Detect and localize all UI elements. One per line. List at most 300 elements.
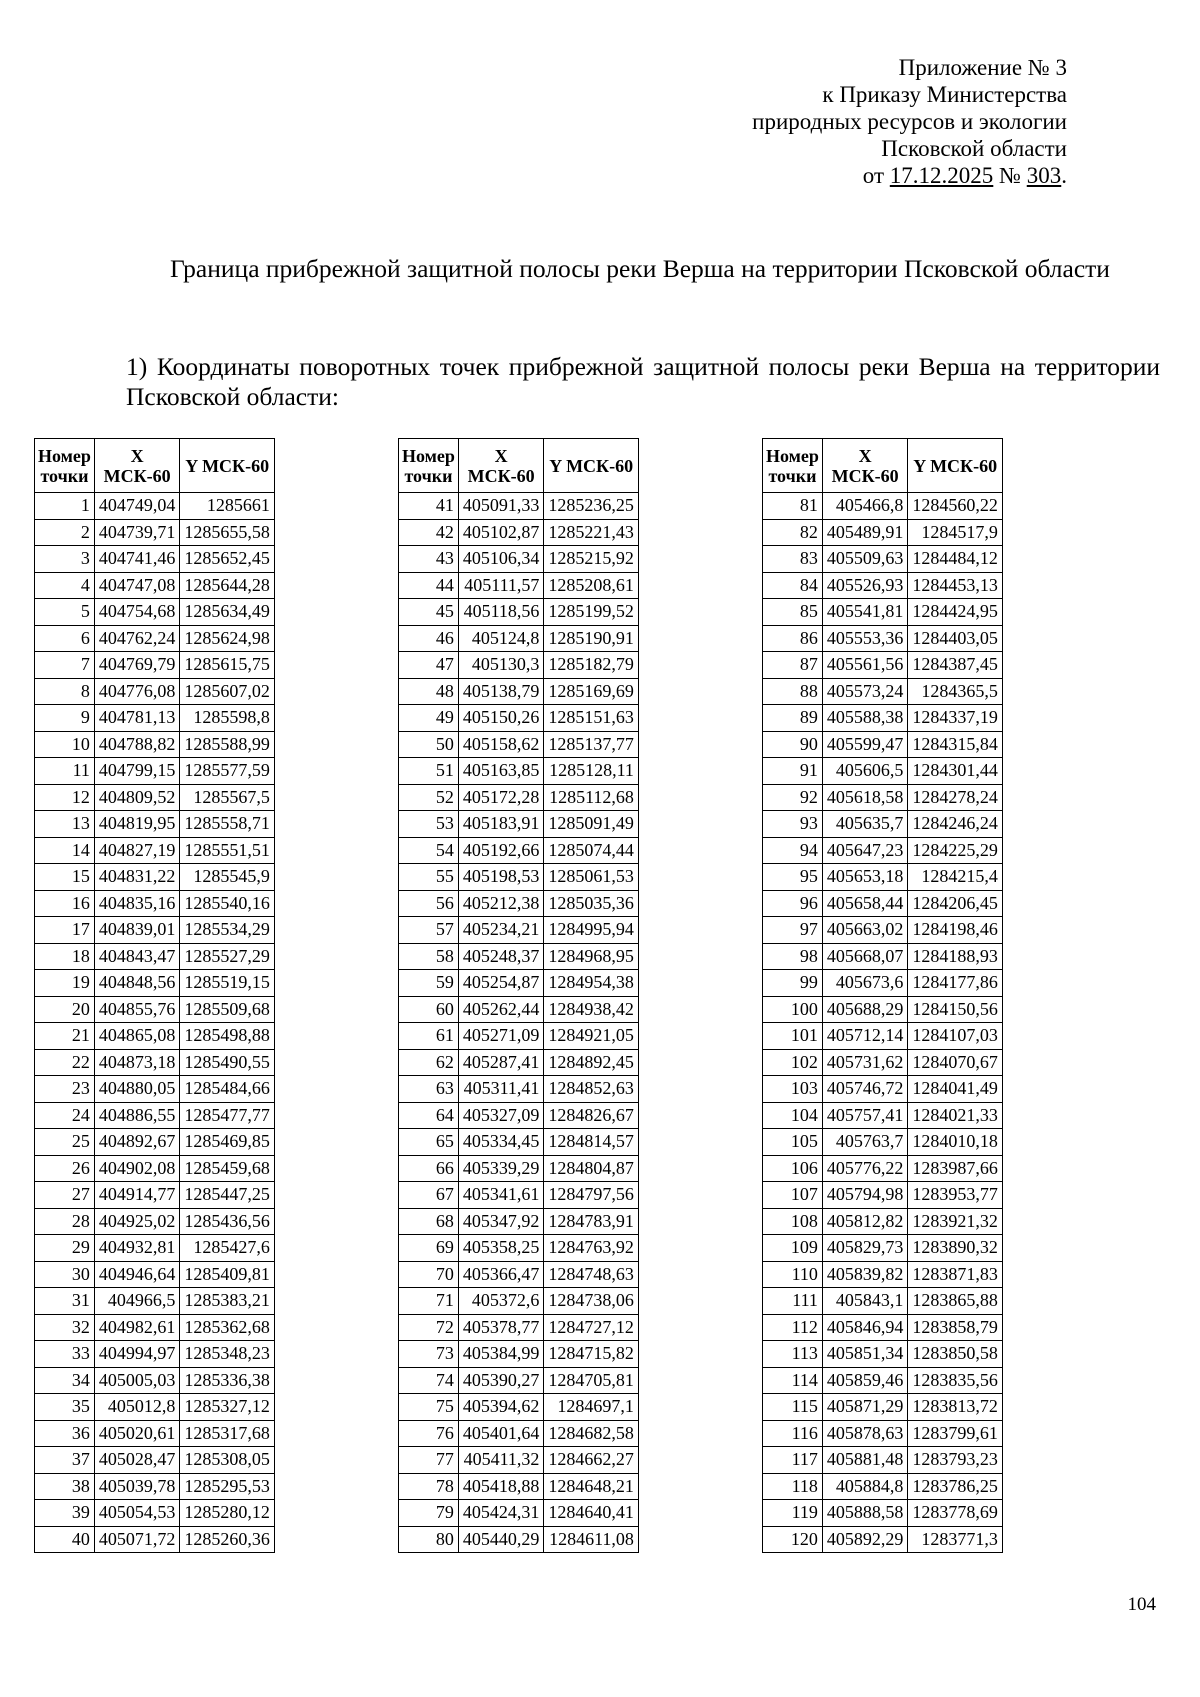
y-coordinate-cell: 1284705,81 [544,1367,639,1394]
x-coordinate-cell: 405358,25 [458,1235,544,1262]
table-row [399,652,639,679]
x-coordinate-cell: 404819,95 [94,811,180,838]
point-number-cell: 82 [763,519,823,546]
y-coordinate-cell: 1285182,79 [544,652,639,679]
y-coordinate-cell: 1284938,42 [544,996,639,1023]
ministry-line: природных ресурсов и экологии [752,109,1067,134]
table-row [35,1102,275,1129]
x-coordinate-cell: 405794,98 [822,1182,908,1209]
x-coordinate-cell: 405843,1 [822,1288,908,1315]
page-number: 104 [1127,1594,1156,1615]
point-number-cell: 86 [763,625,823,652]
point-number-cell: 77 [399,1447,459,1474]
x-coordinate-cell: 405418,88 [458,1473,544,1500]
table-row [399,1341,639,1368]
x-coordinate-cell: 405829,73 [822,1235,908,1262]
table-row [35,599,275,626]
point-number-cell: 35 [35,1394,95,1421]
y-coordinate-cell: 1285336,38 [180,1367,275,1394]
table-row [763,493,1003,520]
table-row [35,890,275,917]
y-coordinate-cell: 1283799,61 [908,1420,1003,1447]
y-coordinate-cell: 1285558,71 [180,811,275,838]
point-number-cell: 74 [399,1367,459,1394]
y-coordinate-cell: 1285534,29 [180,917,275,944]
table-row [763,625,1003,652]
table-row [763,811,1003,838]
x-coordinate-cell: 404966,5 [94,1288,180,1315]
y-coordinate-cell: 1283987,66 [908,1155,1003,1182]
table-row [763,1394,1003,1421]
point-number-cell: 104 [763,1102,823,1129]
table-row [763,1235,1003,1262]
y-coordinate-cell: 1285362,68 [180,1314,275,1341]
point-number-cell: 62 [399,1049,459,1076]
point-number-cell: 26 [35,1155,95,1182]
coordinate-table [762,438,1003,1553]
y-coordinate-cell: 1283813,72 [908,1394,1003,1421]
x-coordinate-cell: 405746,72 [822,1076,908,1103]
y-coordinate-cell: 1285327,12 [180,1394,275,1421]
x-coordinate-cell: 405054,53 [94,1500,180,1527]
point-number-cell: 71 [399,1288,459,1315]
point-number-cell: 27 [35,1182,95,1209]
table-row [399,731,639,758]
y-coordinate-cell: 1285348,23 [180,1341,275,1368]
point-number-cell: 118 [763,1473,823,1500]
y-coordinate-cell: 1285112,68 [544,784,639,811]
point-number-cell: 53 [399,811,459,838]
y-coordinate-cell: 1284738,06 [544,1288,639,1315]
y-coordinate-cell: 1285128,11 [544,758,639,785]
x-coordinate-cell: 404747,08 [94,572,180,599]
point-number-cell: 70 [399,1261,459,1288]
column-header: Y МСК-60 [180,439,275,493]
x-coordinate-cell: 405192,66 [458,837,544,864]
table-row [399,837,639,864]
y-coordinate-cell: 1285260,36 [180,1526,275,1553]
x-coordinate-cell: 405688,29 [822,996,908,1023]
table-row [399,758,639,785]
y-coordinate-cell: 1283865,88 [908,1288,1003,1315]
y-coordinate-cell: 1284215,4 [908,864,1003,891]
y-coordinate-cell: 1284892,45 [544,1049,639,1076]
y-coordinate-cell: 1285527,29 [180,943,275,970]
table-row [763,1473,1003,1500]
y-coordinate-cell: 1284484,12 [908,546,1003,573]
table-row [763,1420,1003,1447]
x-coordinate-cell: 405172,28 [458,784,544,811]
point-number-cell: 65 [399,1129,459,1156]
point-number-cell: 108 [763,1208,823,1235]
y-coordinate-cell: 1284763,92 [544,1235,639,1262]
date-suffix: . [1061,163,1067,188]
y-coordinate-cell: 1284246,24 [908,811,1003,838]
table-row [763,1208,1003,1235]
table-row [763,970,1003,997]
x-coordinate-cell: 405859,46 [822,1367,908,1394]
point-number-cell: 16 [35,890,95,917]
x-coordinate-cell: 404946,64 [94,1261,180,1288]
table-row [399,1394,639,1421]
table-row [399,1102,639,1129]
y-coordinate-cell: 1285199,52 [544,599,639,626]
order-number: 303 [1026,163,1062,188]
point-number-cell: 72 [399,1314,459,1341]
table-row [35,970,275,997]
point-number-cell: 15 [35,864,95,891]
point-number-cell: 32 [35,1314,95,1341]
y-coordinate-cell: 1284225,29 [908,837,1003,864]
x-coordinate-cell: 405888,58 [822,1500,908,1527]
table-row [35,572,275,599]
x-coordinate-cell: 405028,47 [94,1447,180,1474]
order-line: к Приказу Министерства [822,82,1067,107]
x-coordinate-cell: 405130,3 [458,652,544,679]
y-coordinate-cell: 1284783,91 [544,1208,639,1235]
point-number-cell: 50 [399,731,459,758]
column-header: Y МСК-60 [544,439,639,493]
point-number-cell: 20 [35,996,95,1023]
x-coordinate-cell: 405489,91 [822,519,908,546]
table-row [35,731,275,758]
y-coordinate-cell: 1284826,67 [544,1102,639,1129]
table-row [763,917,1003,944]
column-header: Номер точки [399,439,459,493]
x-coordinate-cell: 405271,09 [458,1023,544,1050]
x-coordinate-cell: 405005,03 [94,1367,180,1394]
point-number-cell: 39 [35,1500,95,1527]
point-number-cell: 42 [399,519,459,546]
table-row [35,864,275,891]
x-coordinate-cell: 405158,62 [458,731,544,758]
point-number-cell: 21 [35,1023,95,1050]
y-coordinate-cell: 1284424,95 [908,599,1003,626]
point-number-cell: 83 [763,546,823,573]
y-coordinate-cell: 1285477,77 [180,1102,275,1129]
point-number-cell: 23 [35,1076,95,1103]
x-coordinate-cell: 404925,02 [94,1208,180,1235]
y-coordinate-cell: 1284954,38 [544,970,639,997]
table-row [763,1129,1003,1156]
x-coordinate-cell: 405647,23 [822,837,908,864]
table-row [399,1076,639,1103]
x-coordinate-cell: 404855,76 [94,996,180,1023]
table-row [399,1155,639,1182]
table-row [399,519,639,546]
table-row [35,1182,275,1209]
x-coordinate-cell: 405138,79 [458,678,544,705]
point-number-cell: 58 [399,943,459,970]
x-coordinate-cell: 405394,62 [458,1394,544,1421]
point-number-cell: 69 [399,1235,459,1262]
y-coordinate-cell: 1285447,25 [180,1182,275,1209]
y-coordinate-cell: 1284748,63 [544,1261,639,1288]
point-number-cell: 19 [35,970,95,997]
x-coordinate-cell: 405541,81 [822,599,908,626]
table-row [399,1526,639,1553]
coordinate-table [34,438,275,1553]
table-row [763,1341,1003,1368]
table-row [399,1049,639,1076]
table-row [35,1341,275,1368]
y-coordinate-cell: 1284021,33 [908,1102,1003,1129]
table-row [35,784,275,811]
point-number-cell: 81 [763,493,823,520]
y-coordinate-cell: 1285598,8 [180,705,275,732]
y-coordinate-cell: 1285615,75 [180,652,275,679]
y-coordinate-cell: 1284804,87 [544,1155,639,1182]
x-coordinate-cell: 405884,8 [822,1473,908,1500]
y-coordinate-cell: 1283858,79 [908,1314,1003,1341]
x-coordinate-cell: 405311,41 [458,1076,544,1103]
x-coordinate-cell: 405124,8 [458,625,544,652]
x-coordinate-cell: 405881,48 [822,1447,908,1474]
table-row [399,1420,639,1447]
table-row [763,1023,1003,1050]
table-row [763,1288,1003,1315]
y-coordinate-cell: 1285459,68 [180,1155,275,1182]
point-number-cell: 99 [763,970,823,997]
point-number-cell: 29 [35,1235,95,1262]
point-number-cell: 12 [35,784,95,811]
y-coordinate-cell: 1284337,19 [908,705,1003,732]
table-row [763,943,1003,970]
appendix-line: Приложение № 3 [898,55,1067,80]
point-number-cell: 54 [399,837,459,864]
x-coordinate-cell: 405366,47 [458,1261,544,1288]
y-coordinate-cell: 1285567,5 [180,784,275,811]
y-coordinate-cell: 1284041,49 [908,1076,1003,1103]
x-coordinate-cell: 405111,57 [458,572,544,599]
table-row [35,837,275,864]
y-coordinate-cell: 1285409,81 [180,1261,275,1288]
table-row [399,1208,639,1235]
table-row [763,1076,1003,1103]
point-number-cell: 79 [399,1500,459,1527]
point-number-cell: 34 [35,1367,95,1394]
x-coordinate-cell: 404843,47 [94,943,180,970]
point-number-cell: 17 [35,917,95,944]
y-coordinate-cell: 1284150,56 [908,996,1003,1023]
point-number-cell: 3 [35,546,95,573]
table-row [35,493,275,520]
x-coordinate-cell: 405509,63 [822,546,908,573]
y-coordinate-cell: 1285215,92 [544,546,639,573]
y-coordinate-cell: 1284697,1 [544,1394,639,1421]
table-row [763,1526,1003,1553]
point-number-cell: 5 [35,599,95,626]
table-header-row [763,439,1003,493]
x-coordinate-cell: 405846,94 [822,1314,908,1341]
point-number-cell: 84 [763,572,823,599]
point-number-cell: 10 [35,731,95,758]
y-coordinate-cell: 1285644,28 [180,572,275,599]
x-coordinate-cell: 404914,77 [94,1182,180,1209]
point-number-cell: 111 [763,1288,823,1315]
table-row [35,996,275,1023]
table-row [35,1129,275,1156]
table-row [35,1049,275,1076]
point-number-cell: 100 [763,996,823,1023]
x-coordinate-cell: 405150,26 [458,705,544,732]
x-coordinate-cell: 405892,29 [822,1526,908,1553]
table-row [399,811,639,838]
point-number-cell: 30 [35,1261,95,1288]
y-coordinate-cell: 1285588,99 [180,731,275,758]
point-number-cell: 101 [763,1023,823,1050]
y-coordinate-cell: 1283890,32 [908,1235,1003,1262]
table-row [399,493,639,520]
x-coordinate-cell: 405390,27 [458,1367,544,1394]
point-number-cell: 7 [35,652,95,679]
y-coordinate-cell: 1284387,45 [908,652,1003,679]
table-row [763,996,1003,1023]
y-coordinate-cell: 1284188,93 [908,943,1003,970]
point-number-cell: 11 [35,758,95,785]
y-coordinate-cell: 1284968,95 [544,943,639,970]
table-row [399,1023,639,1050]
x-coordinate-cell: 405573,24 [822,678,908,705]
y-coordinate-cell: 1284177,86 [908,970,1003,997]
point-number-cell: 97 [763,917,823,944]
x-coordinate-cell: 404762,24 [94,625,180,652]
table-row [763,705,1003,732]
y-coordinate-cell: 1285074,44 [544,837,639,864]
table-row [35,1367,275,1394]
point-number-cell: 119 [763,1500,823,1527]
column-header: Номер точки [763,439,823,493]
table-row [399,917,639,944]
table-row [35,705,275,732]
table-row [35,943,275,970]
x-coordinate-cell: 404809,52 [94,784,180,811]
x-coordinate-cell: 405663,02 [822,917,908,944]
x-coordinate-cell: 405812,82 [822,1208,908,1235]
x-coordinate-cell: 405118,56 [458,599,544,626]
point-number-cell: 49 [399,705,459,732]
table-row [763,572,1003,599]
x-coordinate-cell: 405606,5 [822,758,908,785]
table-row [763,1155,1003,1182]
y-coordinate-cell: 1284315,84 [908,731,1003,758]
point-number-cell: 6 [35,625,95,652]
point-number-cell: 18 [35,943,95,970]
point-number-cell: 51 [399,758,459,785]
point-number-cell: 89 [763,705,823,732]
intro-paragraph: 1) Координаты поворотных точек прибрежной защитной полосы реки Верша на территории Псковской области: [126,352,1160,411]
y-coordinate-cell: 1284453,13 [908,572,1003,599]
x-coordinate-cell: 404799,15 [94,758,180,785]
y-coordinate-cell: 1284403,05 [908,625,1003,652]
y-coordinate-cell: 1285661 [180,493,275,520]
appendix-header [752,54,1067,189]
x-coordinate-cell: 405763,7 [822,1129,908,1156]
table-row [35,758,275,785]
table-row [763,837,1003,864]
x-coordinate-cell: 405635,7 [822,811,908,838]
point-number-cell: 33 [35,1341,95,1368]
x-coordinate-cell: 405183,91 [458,811,544,838]
point-number-cell: 109 [763,1235,823,1262]
x-coordinate-cell: 405561,56 [822,652,908,679]
x-coordinate-cell: 405424,31 [458,1500,544,1527]
table-row [35,678,275,705]
table-row [399,1182,639,1209]
table-row [763,1261,1003,1288]
y-coordinate-cell: 1284070,67 [908,1049,1003,1076]
x-coordinate-cell: 405039,78 [94,1473,180,1500]
x-coordinate-cell: 405198,53 [458,864,544,891]
point-number-cell: 9 [35,705,95,732]
y-coordinate-cell: 1285484,66 [180,1076,275,1103]
point-number-cell: 110 [763,1261,823,1288]
x-coordinate-cell: 405668,07 [822,943,908,970]
x-coordinate-cell: 405526,93 [822,572,908,599]
y-coordinate-cell: 1284010,18 [908,1129,1003,1156]
table-row [399,1447,639,1474]
point-number-cell: 113 [763,1341,823,1368]
table-row [763,1367,1003,1394]
point-number-cell: 67 [399,1182,459,1209]
point-number-cell: 31 [35,1288,95,1315]
table-row [35,652,275,679]
x-coordinate-cell: 405839,82 [822,1261,908,1288]
x-coordinate-cell: 405347,92 [458,1208,544,1235]
y-coordinate-cell: 1285427,6 [180,1235,275,1262]
x-coordinate-cell: 405757,41 [822,1102,908,1129]
table-row [399,970,639,997]
point-number-cell: 8 [35,678,95,705]
table-row [35,1288,275,1315]
y-coordinate-cell: 1285190,91 [544,625,639,652]
table-row [763,1314,1003,1341]
y-coordinate-cell: 1285208,61 [544,572,639,599]
table-row [763,1447,1003,1474]
column-header: Номер точки [35,439,95,493]
point-number-cell: 87 [763,652,823,679]
table-row [763,519,1003,546]
point-number-cell: 117 [763,1447,823,1474]
y-coordinate-cell: 1284648,21 [544,1473,639,1500]
y-coordinate-cell: 1285655,58 [180,519,275,546]
y-coordinate-cell: 1284107,03 [908,1023,1003,1050]
y-coordinate-cell: 1285308,05 [180,1447,275,1474]
y-coordinate-cell: 1285519,15 [180,970,275,997]
x-coordinate-cell: 405372,6 [458,1288,544,1315]
x-coordinate-cell: 405254,87 [458,970,544,997]
y-coordinate-cell: 1283778,69 [908,1500,1003,1527]
x-coordinate-cell: 405851,34 [822,1341,908,1368]
y-coordinate-cell: 1285624,98 [180,625,275,652]
date-line [752,162,1067,189]
table-row [399,625,639,652]
x-coordinate-cell: 405262,44 [458,996,544,1023]
column-header: Y МСК-60 [908,439,1003,493]
table-row [763,731,1003,758]
table-row [763,864,1003,891]
x-coordinate-cell: 405731,62 [822,1049,908,1076]
table-row [399,1129,639,1156]
table-row [763,678,1003,705]
x-coordinate-cell: 405466,8 [822,493,908,520]
point-number-cell: 4 [35,572,95,599]
y-coordinate-cell: 1285545,9 [180,864,275,891]
table-row [399,1235,639,1262]
table-row [399,1500,639,1527]
table-row [763,1049,1003,1076]
y-coordinate-cell: 1284995,94 [544,917,639,944]
